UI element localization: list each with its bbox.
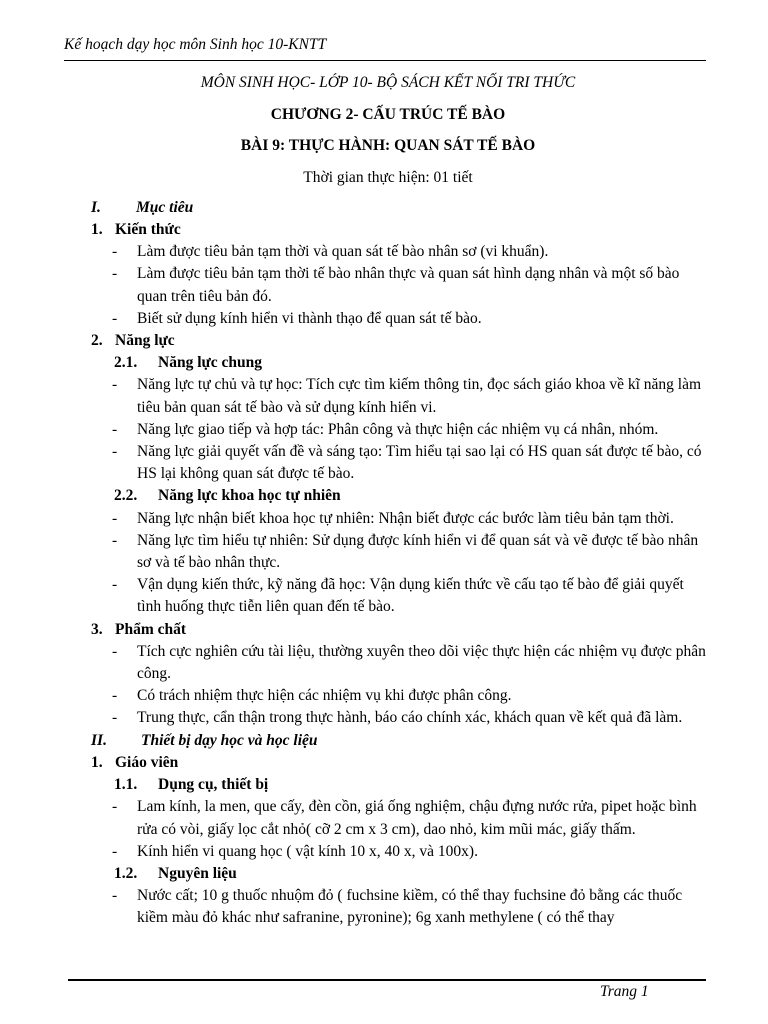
subheading-general-competency xyxy=(64,352,712,374)
subheading-materials xyxy=(64,863,712,885)
heading-knowledge xyxy=(64,219,712,241)
page-header: Kế hoạch dạy học môn Sinh học 10-KNTT xyxy=(64,36,327,53)
list-item-text: Có trách nhiệm thực hiện các nhiệm vụ khi được phân công. xyxy=(137,687,512,705)
bullet-dash: - xyxy=(112,531,118,549)
heading-number: 3. xyxy=(91,620,103,638)
subheading-number: 1.2. xyxy=(114,864,138,882)
list-item-text: Năng lực giao tiếp và hợp tác: Phân công và thực hiện các nhiệm vụ cá nhân, nhóm. xyxy=(137,420,659,438)
bullet-dash: - xyxy=(112,576,118,594)
subheading-tools xyxy=(64,774,712,796)
list-item xyxy=(64,796,712,840)
heading-title: Giáo viên xyxy=(115,753,179,771)
subheading-title: Năng lực khoa học tự nhiên xyxy=(158,487,341,505)
list-item xyxy=(64,841,712,863)
header-divider xyxy=(64,60,706,61)
list-item-text: Nước cất; 10 g thuốc nhuộm đỏ ( fuchsine kiềm, có thể thay fuchsine đỏ bằng các thuốc kiềm màu đỏ khác như safranine, pyronine); 6g xanh methylene ( có thể thay xyxy=(137,887,683,927)
heading-title: Kiến thức xyxy=(115,221,181,239)
section-title: Mục tiêu xyxy=(136,198,194,216)
heading-title: Năng lực xyxy=(115,332,175,350)
list-materials xyxy=(64,885,712,929)
list-item xyxy=(64,885,712,929)
subheading-title: Nguyên liệu xyxy=(158,864,237,882)
section-number: II. xyxy=(91,731,107,749)
chapter-title: CHƯƠNG 2- CẤU TRÚC TẾ BÀO xyxy=(270,106,506,124)
list-item-text: Biết sử dụng kính hiển vi thành thạo để quan sát tế bào. xyxy=(137,309,482,327)
list-item xyxy=(64,641,712,685)
bullet-dash: - xyxy=(112,887,118,905)
list-natural-science-competency xyxy=(64,508,712,619)
heading-competency xyxy=(64,330,712,352)
lesson-duration: Thời gian thực hiện: 01 tiết xyxy=(303,168,473,186)
section-number: I. xyxy=(91,198,101,216)
heading-teacher xyxy=(64,752,712,774)
list-item-text: Năng lực giải quyết vấn đề và sáng tạo: Tìm hiểu tại sao lại có HS quan sát được tế bào, có HS lại không quan sát được tế bào. xyxy=(137,443,702,483)
subject-title: MÔN SINH HỌC- LỚP 10- BỘ SÁCH KẾT NỐI TRI THỨC xyxy=(200,74,576,91)
list-item-text: Năng lực nhận biết khoa học tự nhiên: Nhận biết được các bước làm tiêu bản tạm thời. xyxy=(137,509,674,527)
heading-title: Phẩm chất xyxy=(115,620,187,638)
list-item-text: Tích cực nghiên cứu tài liệu, thường xuyên theo dõi việc thực hiện các nhiệm vụ được phân công. xyxy=(137,642,706,683)
list-item-text: Lam kính, la men, que cấy, đèn cồn, giá ống nghiệm, chậu đựng nước rửa, pipet hoặc bình rửa có vòi, giấy lọc cắt nhỏ( cỡ 2 cm x 3 cm), dao nhỏ, kim mũi mác, giấy thấm. xyxy=(137,798,697,838)
subheading-natural-science-competency xyxy=(64,485,712,507)
heading-qualities xyxy=(64,619,712,641)
list-item xyxy=(64,685,712,707)
heading-number: 1. xyxy=(91,753,103,771)
list-tools xyxy=(64,796,712,863)
list-item-text: Trung thực, cẩn thận trong thực hành, báo cáo chính xác, khách quan về kết quả đã làm. xyxy=(137,709,683,727)
list-item xyxy=(64,574,712,618)
list-knowledge xyxy=(64,241,712,330)
list-item-text: Kính hiển vi quang học ( vật kính 10 x, 40 x, và 100x). xyxy=(137,842,478,860)
subheading-title: Dụng cụ, thiết bị xyxy=(158,776,269,794)
subheading-number: 2.2. xyxy=(114,487,138,505)
list-item xyxy=(64,707,712,729)
bullet-dash: - xyxy=(112,376,118,394)
list-item-text: Làm được tiêu bản tạm thời tế bào nhân thực và quan sát hình dạng nhân và một số bào quan trên tiêu bản đó. xyxy=(137,265,680,305)
list-item-text: Năng lực tìm hiểu tự nhiên: Sử dụng được kính hiển vi để quan sát và vẽ được tế bào nhân sơ và tế bào nhân thực. xyxy=(137,531,699,572)
list-item xyxy=(64,441,712,485)
list-qualities xyxy=(64,641,712,730)
list-item xyxy=(64,241,712,263)
subheading-number: 1.1. xyxy=(114,776,138,794)
bullet-dash: - xyxy=(112,709,118,727)
bullet-dash: - xyxy=(112,798,118,816)
list-item-text: Làm được tiêu bản tạm thời và quan sát tế bào nhân sơ (vi khuẩn). xyxy=(137,243,549,261)
heading-number: 2. xyxy=(91,332,103,350)
bullet-dash: - xyxy=(112,509,118,527)
heading-number: 1. xyxy=(91,221,103,239)
list-item-text: Năng lực tự chủ và tự học: Tích cực tìm kiếm thông tin, đọc sách giáo khoa về kĩ năng làm tiêu bản quan sát tế bào và sử dụng kính hiển vi. xyxy=(137,376,702,416)
list-item-text: Vận dụng kiến thức, kỹ năng đã học: Vận dụng kiến thức về cấu tạo tế bào để giải quyết tình huống thực tiễn liên quan đến tế bào. xyxy=(137,576,684,616)
footer-divider xyxy=(68,979,706,981)
subheading-number: 2.1. xyxy=(114,354,138,372)
list-item xyxy=(64,419,712,441)
bullet-dash: - xyxy=(112,309,118,327)
list-item xyxy=(64,374,712,418)
section-heading-objectives xyxy=(64,197,712,219)
lesson-title: BÀI 9: THỰC HÀNH: QUAN SÁT TẾ BÀO xyxy=(240,137,536,155)
subheading-title: Năng lực chung xyxy=(158,354,263,372)
page-number: Trang 1 xyxy=(600,983,649,1000)
list-item xyxy=(64,263,712,307)
bullet-dash: - xyxy=(112,443,118,461)
bullet-dash: - xyxy=(112,687,118,705)
list-item xyxy=(64,508,712,530)
bullet-dash: - xyxy=(112,642,118,660)
list-item xyxy=(64,530,712,574)
bullet-dash: - xyxy=(112,265,118,283)
section-title: Thiết bị dạy học và học liệu xyxy=(141,731,318,749)
section-heading-equipment xyxy=(64,730,712,752)
bullet-dash: - xyxy=(112,243,118,261)
list-general-competency xyxy=(64,374,712,485)
document-body xyxy=(64,70,712,930)
bullet-dash: - xyxy=(112,420,118,438)
list-item xyxy=(64,308,712,330)
bullet-dash: - xyxy=(112,842,118,860)
